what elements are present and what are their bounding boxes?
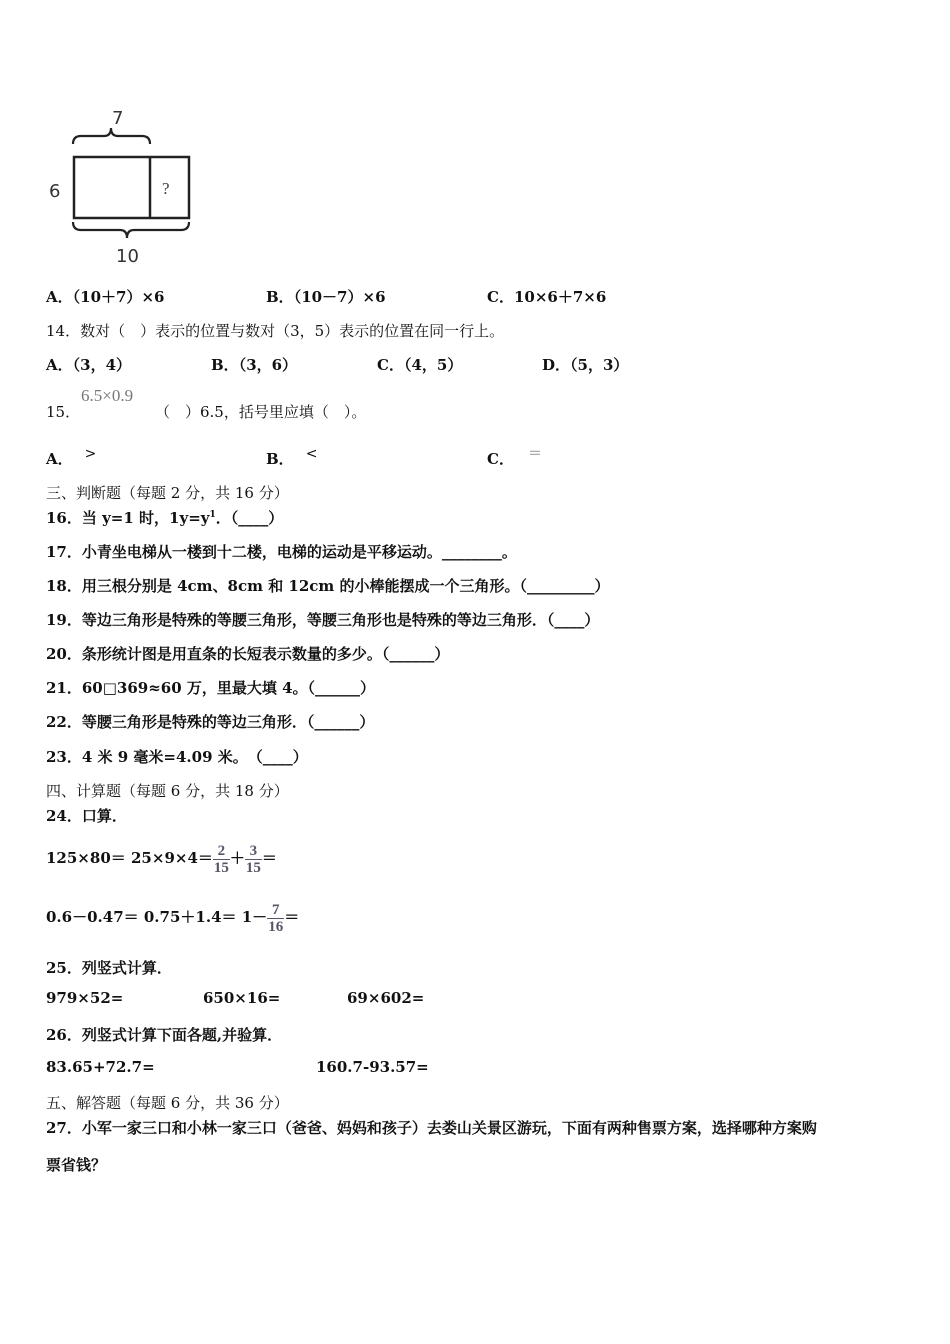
q26-stem: 26．列竖式计算下面各题,并验算． (46, 1026, 283, 1044)
section-3-heading: 三、判断题（每题 2 分，共 16 分） (46, 484, 289, 502)
q14-option-d: D．（5，3） (542, 356, 629, 374)
q24-stem: 24．口算． (46, 807, 127, 825)
q22: 22．等腰三角形是特殊的等边三角形．（______） (46, 713, 375, 731)
q24-row-2: 0.6－0.47＝ 0.75＋1.4＝ 1－ $\frac{7}{16}$ ＝ (46, 901, 300, 935)
q14-option-b: B．（3，6） (211, 356, 298, 374)
q19: 19．等边三角形是特殊的等腰三角形，等腰三角形也是特殊的等边三角形．（____） (46, 611, 600, 629)
q27-line-1: 27．小军一家三口和小林一家三口（爸爸、妈妈和孩子）去娄山关景区游玩，下面有两种售票方案，选择哪种方案购 (46, 1119, 817, 1137)
length-label-10: 10 (116, 246, 139, 267)
q14-stem: 14．数对（ ）表示的位置与数对（3，5）表示的位置在同一行上。 (46, 322, 505, 340)
q25-item-2: 650×16= (203, 989, 281, 1007)
q13-option-a: A．（10＋7）×6 (46, 288, 165, 306)
height-label-6: 6 (49, 181, 61, 202)
q17: 17．小青坐电梯从一楼到十二楼，电梯的运动是平移运动。________。 (46, 543, 517, 561)
q15-number: 15． (46, 403, 81, 421)
fraction-2-15: $\frac{2}{15}$ (213, 842, 229, 876)
q25-stem: 25．列竖式计算． (46, 959, 172, 977)
q21: 21．60□369≈60 万，里最大填 4。（______） (46, 679, 376, 697)
q15-option-b: B． < (266, 446, 318, 468)
q27-line-2: 票省钱？ (46, 1156, 107, 1174)
q16: 16．当 y=1 时，$1y=y^1$．（____） (46, 509, 284, 527)
fraction-3-15: $\frac{3}{15}$ (245, 842, 261, 876)
q18: 18．用三根分别是 4cm、8cm 和 12cm 的小棒能摆成一个三角形。（_________） (46, 577, 610, 595)
q20: 20．条形统计图是用直条的长短表示数量的多少。（______） (46, 645, 450, 663)
section-5-heading: 五、解答题（每题 6 分，共 36 分） (46, 1094, 289, 1112)
fraction-7-16: $\frac{7}{16}$ (268, 901, 284, 935)
q14-option-c: C．（4，5） (377, 356, 463, 374)
q26-item-2: 160.7-93.57= (316, 1058, 429, 1076)
top-brace (73, 128, 150, 144)
rectangle-diagram (44, 100, 204, 270)
q23: 23．4 米 9 毫米=4.09 米。 （____） (46, 748, 308, 766)
outer-rectangle (74, 157, 189, 218)
q15-option-a: A． > (46, 446, 97, 468)
width-label-7: 7 (112, 108, 124, 129)
q13-option-c: C．10×6＋7×6 (487, 288, 607, 306)
q13-option-b: B．（10－7）×6 (266, 288, 386, 306)
q15-option-c: C． ＝ (487, 446, 542, 468)
bottom-brace (73, 222, 189, 238)
q25-item-1: 979×52= (46, 989, 124, 1007)
q15-rest: （ ）6.5，括号里应填（ ）。 (155, 403, 367, 421)
q14-option-a: A．（3，4） (46, 356, 132, 374)
unknown-mark: ? (162, 179, 170, 198)
q26-item-1: 83.65+72.7= (46, 1058, 155, 1076)
section-4-heading: 四、计算题（每题 6 分，共 18 分） (46, 782, 289, 800)
q25-item-3: 69×602= (347, 989, 425, 1007)
q15-expression: 6.5×0.9 (81, 386, 134, 405)
q24-row-1: 125×80＝ 25×9×4＝ $\frac{2}{15}$ ＋ $\frac{3}{15}$ ＝ (46, 842, 277, 876)
